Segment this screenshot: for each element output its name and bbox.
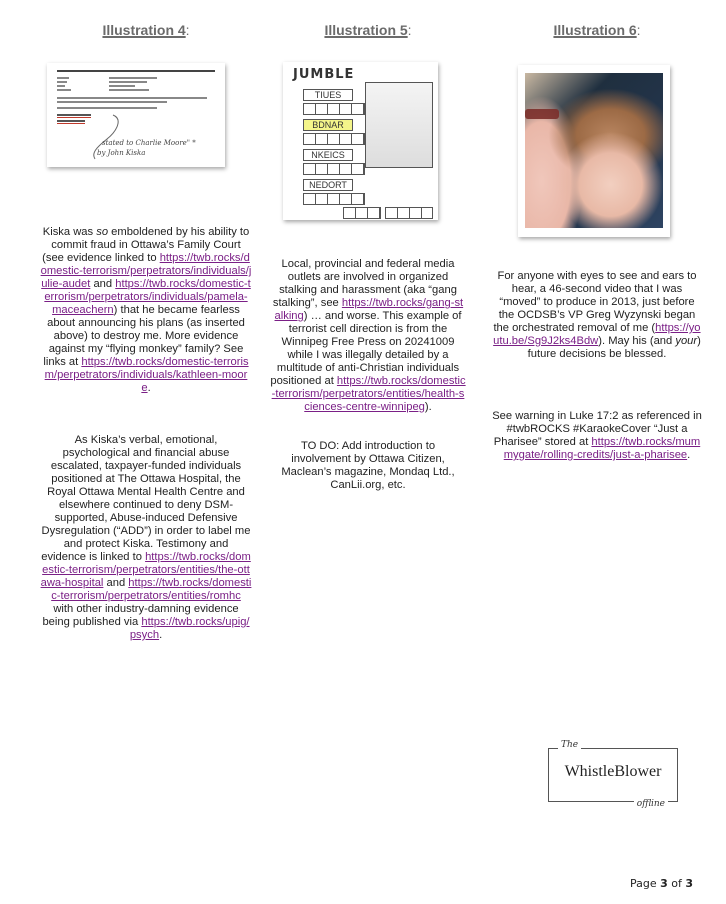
jumble-word-1: TIUES (303, 89, 353, 101)
jumble-cells-2 (303, 133, 365, 145)
email-quote (57, 120, 85, 122)
illustration-4-paragraph-2: As Kiska’s verbal, emotional, psychological and financial abuse escalated, taxpayer-funded individuals positioned at The Ottawa Hospital, the Royal Ottawa Mental Health Centre and elsewhere continued to deny DSM-supported, Abuse-induced Defensive Dysregulation (“ADD”) in order to label me and protect Kiska. Testimony and evidence is linked to https://twb.rocks/domestic-terrorism/perpetrators/entities/the-ottawa-hospital and https://twb.rocks/domestic-terrorism/perpetrators/entities/romhc with other industry-damning evidence being published via https://twb.rocks/upig/psych. (40, 434, 252, 641)
email-line (57, 77, 69, 79)
jumble-cells-4 (303, 193, 365, 205)
handwritten-note-2: by John Kiska (97, 149, 146, 157)
logo-the: The (558, 740, 581, 750)
jumble-puzzle-image (283, 62, 438, 220)
jumble-word-4: NEDORT (303, 179, 353, 191)
jumble-cells-1 (303, 103, 365, 115)
jumble-cells-3 (303, 163, 365, 175)
jumble-answer-cells-1 (343, 207, 381, 219)
whistleblower-logo (548, 740, 678, 809)
romhc-link[interactable]: https://twb.rocks/domestic-terrorism/perpetrators/entities/romhc (51, 577, 252, 602)
gang-stalking-link[interactable]: https://twb.rocks/gang-stalking (274, 297, 464, 322)
jumble-answer-cells-2 (385, 207, 433, 219)
health-sciences-centre-link[interactable]: https://twb.rocks/domestic-terrorism/perpetrators/entities/health-sciences-centre-winnipeg (271, 375, 466, 413)
photo-glasses (525, 109, 559, 119)
email-line (109, 85, 135, 87)
email-line (109, 81, 147, 83)
logo-tagline: offline (634, 799, 668, 809)
illustration-5-column (270, 0, 466, 904)
illustration-4-column (40, 0, 252, 904)
email-red-underline (57, 117, 91, 118)
email-line (57, 85, 65, 87)
julie-audet-link[interactable]: https://twb.rocks/domestic-terrorism/perpetrators/individuals/julie-audet (40, 252, 252, 290)
jumble-word-3: NKEICS (303, 149, 353, 161)
email-quote (57, 114, 91, 116)
illustration-6-heading: Illustration 6: (553, 22, 641, 38)
illustration-5-heading: Illustration 5: (324, 22, 412, 38)
jumble-word-2: BDNAR (303, 119, 353, 131)
illustration-6-paragraph-2: See warning in Luke 17:2 as referenced in #twbROCKS #KaraokeCover “Just a Pharisee” stored at https://twb.rocks/mummygate/rolling-credits/just-a-pharisee. (492, 410, 702, 461)
pamela-maceachern-link[interactable]: https://twb.rocks/domestic-terrorism/perpetrators/individuals/pamela-maceachern (44, 278, 251, 316)
photo-content (525, 73, 663, 228)
email-line (109, 89, 149, 91)
photo-image (518, 65, 670, 237)
upig-psych-link[interactable]: https://twb.rocks/upig/psych (129, 616, 250, 641)
email-line (57, 107, 157, 109)
email-line (57, 97, 207, 99)
page-number: Page 3 of 3 (630, 877, 694, 890)
handwritten-note-1: stated to Charlie Moore" * (102, 139, 196, 147)
email-screenshot-image (47, 63, 225, 167)
email-red-underline (57, 123, 85, 124)
email-line (57, 101, 167, 103)
illustration-5-paragraph-1: Local, provincial and federal media outlets are involved in organized stalking and harassment (aka “gang stalking”, see https://twb.rocks/gang-stalking) … and worse. This example of terrorist cell direction is from the Winnipeg Free Press on 20241009 while I was illegally detailed by a multitude of anti-Christian individuals positioned at https://twb.rocks/domestic-terrorism/perpetrators/entities/health-sciences-centre-winnipeg). (270, 258, 466, 413)
ottawa-hospital-link[interactable]: https://twb.rocks/domestic-terrorism/perpetrators/entities/the-ottawa-hospital (40, 551, 251, 589)
illustration-6-paragraph-1: For anyone with eyes to see and ears to hear, a 46-second video that I was “moved” to produce in 2013, just before the OCDSB’s VP Greg Wyzynski began the orchestrated removal of me (https://youtu.be/Sg9J2ks4Bdw). May his (and your) future decisions be blessed. (493, 270, 701, 360)
illustration-5-paragraph-2: TO DO: Add introduction to involvement by Ottawa Citizen, Maclean’s magazine, Mondaq Ltd., CanLii.org, etc. (281, 440, 455, 491)
illustration-4-heading: Illustration 4: (102, 22, 190, 38)
jumble-cartoon (365, 82, 433, 168)
email-line (109, 77, 157, 79)
just-a-pharisee-link[interactable]: https://twb.rocks/mummygate/rolling-credits/just-a-pharisee (503, 436, 701, 461)
jumble-title: JUMBLE (293, 67, 355, 82)
email-header-rule (57, 70, 215, 72)
logo-name: WhistleBlower (564, 763, 662, 780)
email-line (57, 89, 71, 91)
email-line (57, 81, 67, 83)
kathleen-moore-link[interactable]: https://twb.rocks/domestic-terrorism/perpetrators/individuals/kathleen-moore (44, 356, 249, 394)
illustration-4-paragraph-1: Kiska was so emboldened by his ability to commit fraud in Ottawa’s Family Court (see evidence linked to https://twb.rocks/domestic-terrorism/perpetrators/individuals/julie-audet and https://twb.rocks/domestic-terrorism/perpetrators/individuals/pamela-maceachern) that he became fearless about announcing his plans (as inserted above) to destroy me. More evidence against my “flying monkey” family? See links at https://twb.rocks/domestic-terrorism/perpetrators/individuals/kathleen-moore. (40, 226, 252, 394)
youtube-video-link[interactable]: https://youtu.be/Sg9J2ks4Bdw (493, 322, 701, 347)
